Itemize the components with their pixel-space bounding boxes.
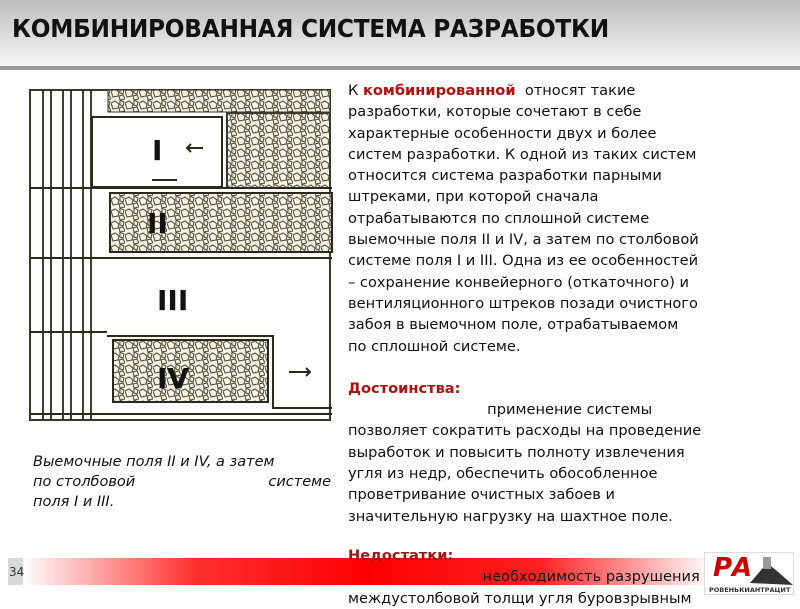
caption-line: по столбовой: [33, 474, 136, 490]
text-line: выработок и повысить полноту извлечения: [348, 443, 685, 461]
text-line: выемочные поля II и IV, а затем по столбовой: [348, 231, 699, 249]
text-line: разработки, которые сочетают в себе: [348, 103, 642, 121]
text-line: системе поля I и III. Одна из ее особенностей: [348, 252, 699, 270]
company-logo: [704, 552, 794, 595]
text-line: – сохранение конвейерного (откаточного) и: [348, 273, 690, 291]
text-line: позволяет сократить расходы на проведение: [348, 422, 702, 440]
text-line: применение системы: [348, 401, 653, 419]
text-line: необходимость разрушения: [348, 568, 700, 586]
text-line: угля из недр, обеспечить обособленное: [348, 465, 658, 483]
text-line: проветривание очистных забоев и: [348, 486, 615, 504]
slide-title: КОМБИНИРОВАННАЯ СИСТЕМА РАЗРАБОТКИ: [12, 14, 609, 43]
mining-system-diagram: [27, 88, 333, 424]
text-line: по сплошной системе.: [348, 337, 521, 355]
highlight-term: комбинированной: [363, 82, 516, 99]
text-line: отрабатываются по сплошной системе: [348, 209, 650, 227]
text-line: вентиляционного штреков позади очистного: [348, 294, 698, 312]
disadvantages-heading: Недостатки:: [348, 547, 454, 564]
page-number: 34: [9, 565, 25, 579]
caption-line: Выемочные поля II и IV, а затем: [33, 454, 275, 470]
text-line: характерные особенности двух и более: [348, 124, 657, 142]
field-label-ii: II: [147, 207, 168, 240]
description-text: [348, 80, 788, 527]
logo-letters: РА: [713, 553, 753, 583]
field-label-i: I: [152, 134, 163, 167]
text-line: забоя в выемочном поле, отрабатываемом: [348, 316, 679, 334]
advantages-heading: Достоинства:: [348, 379, 461, 397]
field-label-iii: III: [157, 284, 189, 317]
text-span: К: [348, 82, 363, 99]
title-divider: [0, 66, 800, 70]
text-line: систем разработки. К одной из таких систем: [348, 145, 697, 163]
text-line: значительную нагрузку на шахтное поле.: [348, 507, 673, 525]
field-label-iv: IV: [157, 362, 190, 395]
text-line: штреками, при которой сначала: [348, 188, 599, 206]
caption-line: поля I и III.: [33, 494, 115, 510]
logo-name: РОВЕНЬКИАНТРАЦИТ: [709, 586, 791, 594]
caption-line: системе: [268, 474, 331, 490]
text-line: относится система разработки парными: [348, 167, 662, 185]
text-span: относят такие: [515, 82, 636, 99]
diagram-caption: [33, 452, 331, 512]
text-line: междустолбовой толщи угля буровзрывным: [348, 589, 692, 607]
